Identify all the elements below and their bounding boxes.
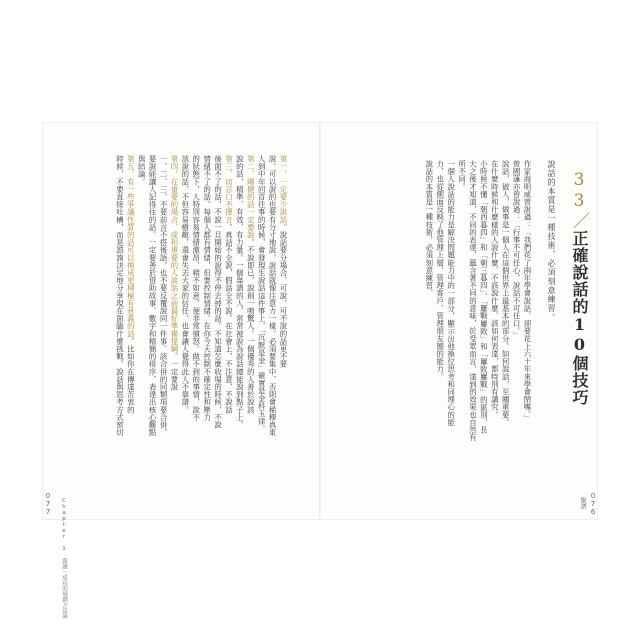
highlight-text: 第四， <box>169 155 179 178</box>
body-text: 。不說即已，說則一鳴驚人。一個優秀的人善於說該 <box>246 238 256 414</box>
highlight-text: 一定要少說話 <box>279 177 288 224</box>
highlight-text: 剛健的話一定要說 <box>246 177 256 239</box>
right-paragraph: 所不同。 <box>457 160 467 191</box>
left-paragraph <box>212 155 223 495</box>
body-text: 。真話不全說，假話全不說。在社會上，不注意，不說話 <box>224 223 234 414</box>
left-paragraph <box>266 155 277 495</box>
right-paragraph: 作家海明威曾說過：「我們花了兩年學會說話，卻要花上六十年來學會閉嘴。」 <box>523 160 532 423</box>
body-text: 人到中年回首往事的時候，會發現生說話這件事上，「沉默是金」確實是金科玉律。 <box>257 155 267 433</box>
right-paragraph: 說話，做人，做事是一個人在這個世界上最基本的部分。如何說話，至關重要。 <box>501 160 511 426</box>
left-paragraph <box>190 155 201 495</box>
section-heading <box>567 170 592 406</box>
body-text: 時候，不要直接吐槽，而是諮詢決定地分享現在面臨什麼挑戰。說話與思考方式密切 <box>115 155 125 437</box>
section-number: 33 <box>569 170 589 212</box>
body-text: 要說能讓人記得住的話。一定要善於借助故事、數字和精簡的排序，表達出核心觀點 <box>148 155 158 437</box>
body-text: 。一定要說 <box>169 352 179 391</box>
body-text: 後面不了的話，不說一旦開始的說得不停去掉的話。不知道怎麼收場的時候，不說 <box>213 155 223 429</box>
right-paragraph: 小時候不懂「朝西暮四」和「朝三暮四」、「屢戰屢敗」和「屢敗屢戰」的區別，長 <box>479 160 489 434</box>
right-paragraph: 說話的本質是一種技術，必須刻意練習。 <box>424 160 434 297</box>
left-page-number: 077 <box>44 492 52 516</box>
body-text: 說的話，精準、有效、有力量。一個靠譜的人，常常被說為說話總能說到點子上。 <box>235 155 245 429</box>
left-paragraph <box>135 155 146 495</box>
body-text: 該說的話，不但容易樹敵，還會失去大家的信任，也會讓人覺得此人不靠譜。 <box>180 155 190 414</box>
right-paragraph: 力，也從側面反映了他管理上層、管理客戶、管理朋友圈的能力。 <box>435 160 445 381</box>
book-gutter <box>319 122 321 520</box>
left-paragraph <box>179 155 190 495</box>
highlight-text: 有一些爭議性質的話可以換成更積極有意義的話 <box>126 177 136 338</box>
left-paragraph <box>124 155 135 495</box>
left-paragraph <box>244 155 255 495</box>
highlight-text: 第二， <box>246 155 256 178</box>
left-paragraph <box>277 155 288 495</box>
left-running-head: Chapter 1 我讀｜成功的規劃方法論 <box>61 498 67 619</box>
left-page-body <box>114 155 289 495</box>
body-text: 。比如你在傳達苦衷的 <box>126 337 136 414</box>
highlight-text: 第一， <box>279 155 288 178</box>
body-text: 的狀態下，人特別容易情緒激昂，稍不如意，便非常憤怒。做不到的事情，說不 <box>191 155 201 421</box>
left-paragraph <box>201 155 212 495</box>
body-text: 情緒不了的話。每個人都有情緒，但要控制情緒。在你今天控制不確定性和壓力 <box>202 155 212 421</box>
body-text: 。說話要分場合，可說，可不說的話更不要 <box>279 223 288 368</box>
right-running-head: 聚譜 <box>579 497 586 509</box>
section-subtitle: 說話的本質是一種技術，必須刻意練習。 <box>547 160 556 322</box>
right-paragraph: 曾國藩亦曾說過：「行事不可任心，說話不可任口。」 <box>512 160 522 339</box>
right-paragraph: 一個人說話的能力是解決問題能力中的一部分，顯示出他換位思考和同理心的能 <box>446 160 456 426</box>
left-paragraph <box>168 155 179 495</box>
left-paragraph <box>146 155 157 495</box>
left-paragraph <box>157 155 168 495</box>
body-text: 與結論。 <box>137 155 147 186</box>
heading-slash: ／ <box>569 212 589 230</box>
highlight-text: 切忌口不擇言 <box>224 177 234 224</box>
left-paragraph <box>114 155 125 495</box>
body-text: 一、二、三，不要前言不搭後語，也不要反覆說同一件事。該合併的同類項要合併， <box>159 155 169 437</box>
right-paragraph: 大之後才知道，不同的表達，蘊含著不同的意味，於受眾而言，達到的效果也自然有 <box>468 160 478 442</box>
left-paragraph <box>223 155 234 495</box>
highlight-text: 第五， <box>126 155 136 178</box>
section-title: 正確說話的10個技巧 <box>570 230 589 406</box>
right-page-number: 076 <box>589 492 597 516</box>
left-paragraph <box>255 155 266 495</box>
right-page-body <box>423 160 532 500</box>
highlight-text: 第三， <box>224 155 234 178</box>
right-paragraph: 在什麼時候和什麼樣的人說什麼、不該說什麼、該如何表達，都特別有講究。 <box>490 160 500 419</box>
left-paragraph <box>233 155 244 495</box>
highlight-text: 在重要的場合、或和重要的人談話之前最好準備提綱 <box>169 177 179 353</box>
body-text: 說。可以說的也要有分寸地說，說話就像注意力一樣，必須要集中，否則會稀釋真東 <box>268 155 278 437</box>
